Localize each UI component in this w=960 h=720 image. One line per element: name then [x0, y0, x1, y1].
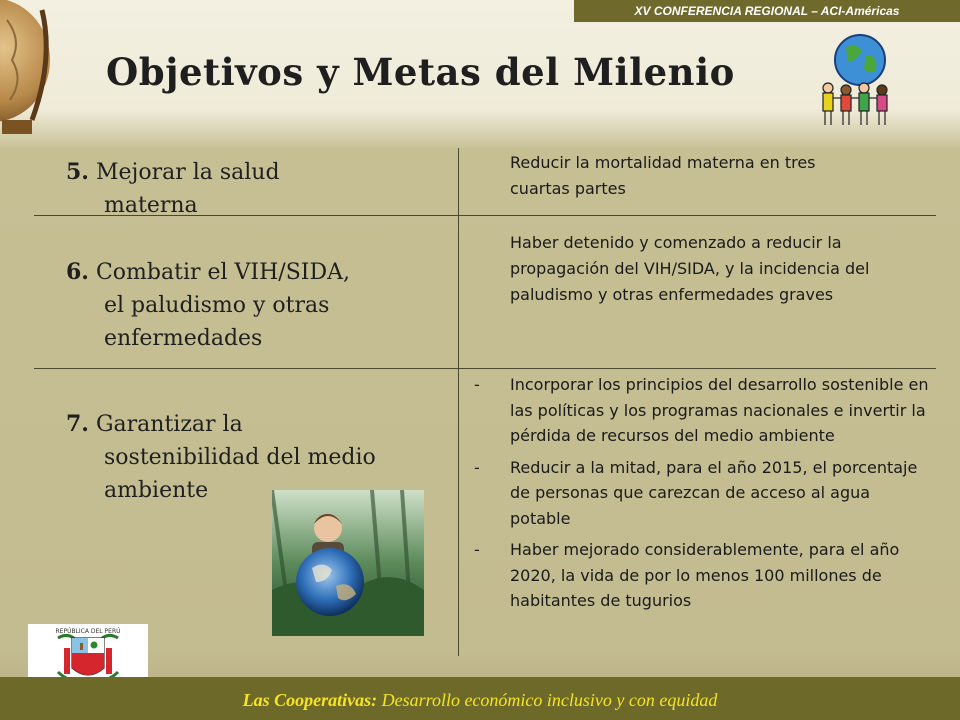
children-world-clipart	[818, 30, 898, 130]
footer-slogan	[0, 690, 960, 711]
goal-6-text-cont-1: el paludismo y otras	[104, 293, 330, 318]
bullet-dash: -	[474, 375, 480, 394]
goal-7-target-text: Reducir a la mitad, para el año 2015, el porcentaje de personas que carezcan de acceso al agua potable	[510, 457, 918, 528]
goal-7-target-item	[474, 372, 934, 449]
goal-6-text-cont-2: enfermedades	[104, 326, 263, 351]
goal-5-text-cont: materna	[104, 193, 198, 214]
goal-7-targets-list	[474, 372, 934, 620]
table-divider-vertical	[458, 148, 459, 656]
goal-7-target-text: Incorporar los principios del desarrollo sostenible en las políticas y los programas nacionales e invertir la pérdida de recursos del medio ambiente	[510, 375, 929, 445]
goal-5-text: Mejorar la salud	[88, 160, 280, 185]
goal-5-number: 5.	[66, 159, 89, 185]
goal-7-text-cont-1: sostenibilidad del medio	[104, 445, 376, 470]
footer-text: Desarrollo económico inclusivo y con equidad	[377, 690, 718, 710]
goal-7-text-cont-2: ambiente	[104, 478, 209, 503]
bullet-dash: -	[474, 457, 480, 477]
child-holding-earth-photo	[272, 490, 424, 636]
table-divider-row-2	[34, 368, 936, 369]
goal-5-target: Reducir la mortalidad materna en tres cuartas partes	[510, 153, 816, 198]
page-title: Objetivos y Metas del Milenio	[106, 50, 735, 94]
goal-6-number: 6.	[66, 259, 89, 285]
goal-7-target-item	[474, 455, 934, 532]
goal-6-target: Haber detenido y comenzado a reducir la propagación del VIH/SIDA, y la incidencia del paludismo y otras enfermedades graves	[510, 233, 870, 304]
goal-7-number: 7.	[66, 411, 89, 437]
svg-text:REPÚBLICA DEL PERÚ: REPÚBLICA DEL PERÚ	[55, 628, 121, 635]
goal-7-text: Garantizar la	[88, 412, 243, 437]
goal-7-target-text: Haber mejorado considerablemente, para el año 2020, la vida de por lo menos 100 millones de habitantes de tugurios	[510, 540, 900, 610]
goal-5	[66, 156, 446, 214]
footer-label: Las Cooperativas:	[242, 690, 378, 710]
goal-7-target-item	[474, 537, 934, 614]
goal-6-text: Combatir el VIH/SIDA,	[88, 260, 350, 285]
bullet-dash: -	[474, 540, 480, 559]
antique-globe-image	[0, 0, 54, 140]
goal-6	[66, 256, 456, 355]
conference-label: XV CONFERENCIA REGIONAL – ACI-Américas	[634, 4, 900, 18]
table-divider-row-1	[34, 215, 936, 216]
conference-banner	[574, 0, 960, 22]
footer-bar	[0, 677, 960, 720]
